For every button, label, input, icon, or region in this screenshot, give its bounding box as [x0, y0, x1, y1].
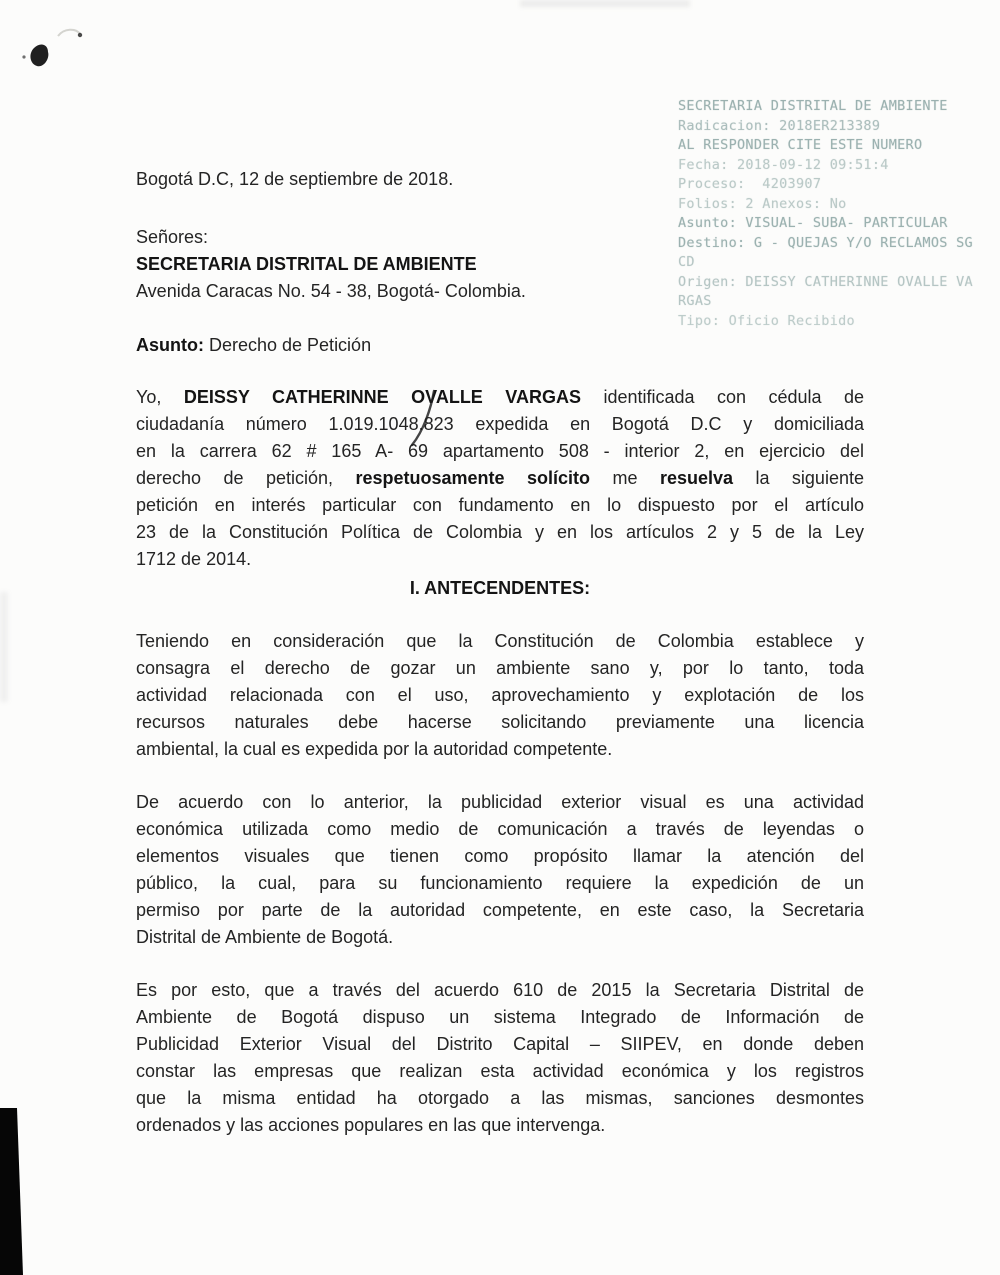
- text-line: [136, 1112, 864, 1139]
- stamp-line: AL RESPONDER CITE ESTE NUMERO: [678, 137, 923, 153]
- text-run: recursos naturales debe hacerse solicitando previamente una licencia: [136, 712, 864, 732]
- scan-smudge-left: [0, 592, 8, 702]
- stamp-line: Destino: G - QUEJAS Y/O RECLAMOS SG: [678, 234, 973, 251]
- text-run: me: [590, 468, 660, 488]
- text-run: Es por esto, que a través del acuerdo 610 de 2015 la Secretaria Distrital de: [136, 980, 864, 1000]
- letter-body: [136, 166, 864, 1139]
- text-line: [136, 736, 864, 763]
- text-line: [136, 816, 864, 843]
- text-line: [136, 519, 864, 546]
- text-run: identificada con cédula de: [580, 387, 864, 407]
- text-line: [136, 870, 864, 897]
- text-run: Teniendo en consideración que la Constitución de Colombia establece y: [136, 631, 864, 651]
- text-run: Derecho de Petición: [203, 335, 372, 355]
- bold-text-run: resuelva: [659, 468, 733, 488]
- section-heading: I. ANTECENDENTES:: [409, 578, 591, 598]
- stamp-line: SECRETARIA DISTRITAL DE AMBIENTE: [678, 98, 948, 114]
- stamp-line: Proceso: 4203907: [678, 176, 822, 192]
- text-line: [136, 1085, 864, 1112]
- text-run: 23 de la Constitución Política de Colombia y en los artículos 2 y 5 de la Ley: [136, 522, 864, 542]
- text-line: [136, 843, 864, 870]
- text-run: en la carrera 62 # 165 A- 69 apartamento 508 - interior 2, en ejercicio del: [136, 441, 864, 461]
- text-line: [136, 924, 864, 951]
- stamp-line: Fecha: 2018-09-12 09:51:4: [678, 156, 889, 173]
- text-line: [136, 682, 864, 709]
- stamp-line: CD: [678, 254, 695, 270]
- text-line: [136, 1058, 864, 1085]
- text-run: económica utilizada como medio de comunicación a través de leyendas o: [136, 819, 864, 839]
- text-line: [136, 384, 864, 411]
- text-run: Distrital de Ambiente de Bogotá.: [136, 927, 394, 947]
- text-run: De acuerdo con lo anterior, la publicidad exterior visual es una actividad: [136, 792, 864, 812]
- recipient-address: Avenida Caracas No. 54 - 38, Bogotá- Colombia.: [136, 281, 526, 301]
- stamp-line: RGAS: [678, 293, 712, 309]
- text-run: consagra el derecho de gozar un ambiente sano y, por lo tanto, toda: [136, 658, 864, 678]
- scan-smudge-top: [520, 0, 690, 7]
- text-line: [136, 789, 864, 816]
- text-run: derecho de petición,: [136, 468, 356, 488]
- text-line: [136, 1031, 864, 1058]
- text-line: [136, 546, 864, 573]
- text-run: la siguiente: [733, 468, 864, 488]
- text-run: elementos visuales que tienen como propósito llamar la atención del: [136, 846, 864, 866]
- text-line: [136, 628, 864, 655]
- subject-line: [136, 332, 864, 359]
- date-line: Bogotá D.C, 12 de septiembre de 2018.: [136, 169, 454, 189]
- text-run: público, la cual, para su funcionamiento requiere la expedición de un: [136, 873, 864, 893]
- bold-text-run: DEISSY CATHERINNE OVALLE VARGAS: [183, 387, 581, 407]
- bold-text-run: Asunto:: [136, 335, 204, 355]
- text-line: [136, 492, 864, 519]
- stamp-line: Tipo: Oficio Recibido: [678, 312, 855, 329]
- bold-text-run: respetuosamente solícito: [355, 468, 591, 488]
- text-run: 1712 de 2014.: [136, 549, 252, 569]
- paragraph: [136, 789, 864, 951]
- ink-blot-mark: [10, 20, 100, 80]
- text-line: [136, 709, 864, 736]
- text-run: Yo,: [136, 387, 184, 407]
- text-line: [136, 655, 864, 682]
- text-run: petición en interés particular con fundamento en lo dispuesto por el artículo: [136, 495, 864, 515]
- recipient-block: [136, 224, 864, 305]
- text-line: [136, 1004, 864, 1031]
- text-run: permiso por parte de la autoridad competente, en este caso, la Secretaria: [136, 900, 864, 920]
- text-line: [136, 411, 864, 438]
- paragraph: [136, 977, 864, 1139]
- text-line: [136, 438, 864, 465]
- stamp-line: Radicacion: 2018ER213389: [678, 117, 881, 134]
- text-line: [136, 897, 864, 924]
- text-run: que la misma entidad ha otorgado a las mismas, sanciones desmontes: [136, 1088, 864, 1108]
- stamp-line: Origen: DEISSY CATHERINNE OVALLE VA: [678, 273, 973, 290]
- text-line: [136, 465, 864, 492]
- text-run: Publicidad Exterior Visual del Distrito Capital – SIIPEV, en donde deben: [136, 1034, 864, 1054]
- paragraph: [136, 384, 864, 573]
- recipient-name: SECRETARIA DISTRITAL DE AMBIENTE: [136, 254, 477, 274]
- text-run: constar las empresas que realizan esta actividad económica y los registros: [136, 1061, 864, 1081]
- recipient-salutation: Señores:: [136, 227, 209, 247]
- text-run: ambiental, la cual es expedida por la autoridad competente.: [136, 739, 613, 759]
- text-run: ordenados y las acciones populares en las que intervenga.: [136, 1115, 606, 1135]
- stamp-line: Folios: 2 Anexos: No: [678, 195, 847, 212]
- stamp-line: Asunto: VISUAL- SUBA- PARTICULAR: [678, 215, 948, 231]
- text-line: [136, 977, 864, 1004]
- text-run: Ambiente de Bogotá dispuso un sistema Integrado de Información de: [136, 1007, 864, 1027]
- text-run: actividad relacionada con el uso, aprovechamiento y explotación de los: [136, 685, 864, 705]
- body-paragraphs: [136, 384, 864, 1139]
- text-run: ciudadanía número 1.019.1048.823 expedida en Bogotá D.C y domiciliada: [136, 414, 864, 434]
- paragraph: [136, 628, 864, 763]
